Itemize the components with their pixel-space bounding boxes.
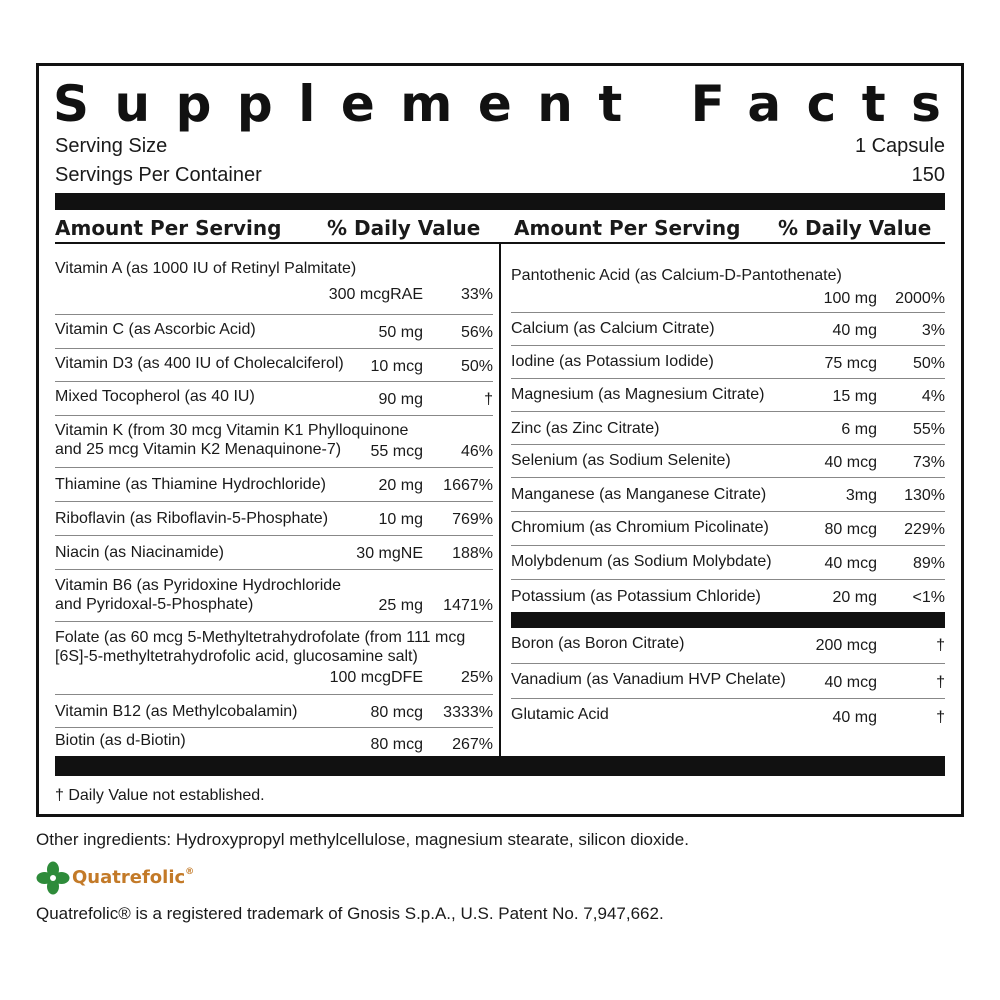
list-item [511,379,945,411]
servings-per-container-label: Servings Per Container [55,164,262,186]
nutrient-amount: 3mg [845,487,877,504]
list-item [55,416,493,467]
bottom-divider-bar [55,756,945,776]
right-nutrient-list [511,246,945,733]
nutrient-name-line: Vitamin K (from 30 mcg Vitamin K1 Phylloquinone [55,422,409,439]
nutrient-name-line: and 25 mcg Vitamin K2 Menaquinone-7) [55,441,342,458]
nutrient-amount: 100 mg [823,290,877,307]
nutrient-dv: 188% [452,545,493,562]
nutrient-amount: 80 mcg [824,521,877,538]
list-item [511,580,945,612]
other-ingredients: Other ingredients: Hydroxypropyl methylcellulose, magnesium stearate, silicon dioxide. [36,830,689,849]
logo-name: Quatrefolic [72,867,186,888]
nutrient-dv: † [936,637,945,654]
nutrient-dv: 89% [912,555,945,572]
nutrient-dv: † [936,709,945,726]
nutrient-amount: 50 mg [378,324,423,341]
nutrient-name: Vanadium (as Vanadium HVP Chelate) [511,671,786,688]
logo-registered-mark: ® [185,867,195,877]
nutrient-name: Magnesium (as Magnesium Citrate) [511,386,765,403]
list-item [55,536,493,569]
nutrient-amount: 40 mg [832,322,877,339]
nutrient-amount: 6 mg [841,421,877,438]
nutrient-dv: 769% [452,511,493,528]
nutrient-amount: 30 mgNE [356,545,423,562]
nutrient-name-line: Folate (as 60 mcg 5-Methyltetrahydrofolate (from 111 mcg [55,629,466,646]
nutrient-dv: 50% [460,358,493,375]
nutrient-dv: 130% [904,487,945,504]
nutrient-name: Riboflavin (as Riboflavin-5-Phosphate) [55,510,329,527]
nutrient-name: Glutamic Acid [511,706,609,723]
logo-wordmark [72,867,194,888]
nutrient-amount: 40 mcg [824,674,877,691]
nutrient-dv: 50% [912,355,945,372]
servings-per-container-value: 150 [911,164,945,186]
nutrient-amount: 40 mg [832,709,877,726]
nutrient-amount: 100 mcgDFE [329,669,423,686]
nutrient-name: Zinc (as Zinc Citrate) [511,420,660,437]
nutrient-name: Chromium (as Chromium Picolinate) [511,519,769,536]
nutrient-dv: 56% [460,324,493,341]
nutrient-name: Selenium (as Sodium Selenite) [511,452,731,469]
nutrient-amount: 90 mg [378,391,423,408]
nutrient-name: Thiamine (as Thiamine Hydrochloride) [55,476,326,493]
list-item [511,628,945,663]
nutrient-dv: 46% [460,443,493,460]
right-amount-header: Amount Per Serving [514,216,741,240]
quatrefolic-logo [36,861,236,897]
column-divider [499,244,501,775]
nutrient-name: Pantothenic Acid (as Calcium-D-Pantothenate) [511,267,842,284]
nutrient-dv: 3333% [443,704,493,721]
serving-size-label: Serving Size [55,135,168,157]
panel-title: Supplement Facts [53,75,967,133]
list-item [511,478,945,511]
list-item [511,246,945,312]
trademark-notice: Quatrefolic® is a registered trademark of Gnosis S.p.A., U.S. Patent No. 7,947,662. [36,904,664,923]
nutrient-dv: <1% [912,589,945,606]
nutrient-dv: 229% [904,521,945,538]
nutrient-name: Vitamin A (as 1000 IU of Retinyl Palmitate) [55,260,357,277]
supplement-facts-panel [36,63,967,817]
nutrient-amount: 20 mg [832,589,877,606]
top-divider-bar [55,193,945,210]
nutrient-dv: † [484,391,493,408]
nutrient-dv: 73% [912,454,945,471]
list-item [55,570,493,621]
nutrient-name-line: and Pyridoxal-5-Phosphate) [55,596,254,613]
nutrient-amount: 40 mcg [824,454,877,471]
nutrient-dv: 1667% [443,477,493,494]
list-item [511,346,945,378]
left-nutrient-list [55,246,493,760]
serving-size-row [55,133,945,159]
list-item [55,502,493,535]
nutrient-dv: 2000% [895,290,945,307]
list-item [55,622,493,694]
nutrient-dv: 1471% [443,597,493,614]
list-item [55,349,493,381]
nutrient-amount: 55 mcg [370,443,423,460]
section-divider-bar [511,612,945,628]
nutrient-amount: 10 mcg [370,358,423,375]
nutrient-amount: 80 mcg [370,736,423,753]
nutrient-amount: 40 mcg [824,555,877,572]
nutrient-name: Vitamin C (as Ascorbic Acid) [55,321,256,338]
nutrient-dv: 33% [460,286,493,303]
nutrient-amount: 10 mg [378,511,423,528]
list-item [55,695,493,727]
list-item [511,546,945,579]
right-dv-header: % Daily Value [778,216,932,240]
nutrient-name: Biotin (as d-Biotin) [55,732,186,749]
nutrient-amount: 15 mg [832,388,877,405]
list-item [511,699,945,733]
nutrient-amount: 25 mg [378,597,423,614]
list-item [55,246,493,314]
nutrient-name: Vitamin B12 (as Methylcobalamin) [55,703,298,720]
list-item [511,445,945,477]
list-item [511,512,945,545]
nutrient-dv: 4% [921,388,945,405]
nutrient-name: Molybdenum (as Sodium Molybdate) [511,553,772,570]
list-item [55,382,493,415]
nutrient-name: Niacin (as Niacinamide) [55,544,224,561]
nutrient-amount: 80 mcg [370,704,423,721]
nutrient-name: Boron (as Boron Citrate) [511,635,685,652]
list-item [511,412,945,444]
left-amount-header: Amount Per Serving [55,216,282,240]
serving-size-value: 1 Capsule [854,135,945,157]
nutrient-name: Vitamin D3 (as 400 IU of Cholecalciferol) [55,355,344,372]
nutrient-amount: 75 mcg [824,355,877,372]
nutrient-amount: 20 mg [378,477,423,494]
nutrient-name: Mixed Tocopherol (as 40 IU) [55,388,255,405]
nutrient-dv: 25% [460,669,493,686]
nutrient-name: Manganese (as Manganese Citrate) [511,486,767,503]
nutrient-amount: 200 mcg [815,637,877,654]
clover-icon [36,861,70,895]
nutrient-amount: 300 mcgRAE [328,286,423,303]
nutrient-dv: 267% [452,736,493,753]
footnote: † Daily Value not established. [55,787,265,804]
nutrient-name: Potassium (as Potassium Chloride) [511,588,761,605]
nutrient-name-line: [6S]-5-methyltetrahydrofolic acid, glucosamine salt) [55,648,418,665]
list-item [55,468,493,501]
nutrient-name: Iodine (as Potassium Iodide) [511,353,714,370]
list-item [55,315,493,348]
nutrient-name-line: Vitamin B6 (as Pyridoxine Hydrochloride [55,577,342,594]
nutrient-dv: 3% [921,322,945,339]
servings-per-container-row [55,162,945,188]
list-item [511,664,945,698]
nutrient-name: Calcium (as Calcium Citrate) [511,320,715,337]
left-dv-header: % Daily Value [327,216,481,240]
list-item [511,313,945,345]
nutrient-dv: † [936,674,945,691]
nutrient-dv: 55% [912,421,945,438]
